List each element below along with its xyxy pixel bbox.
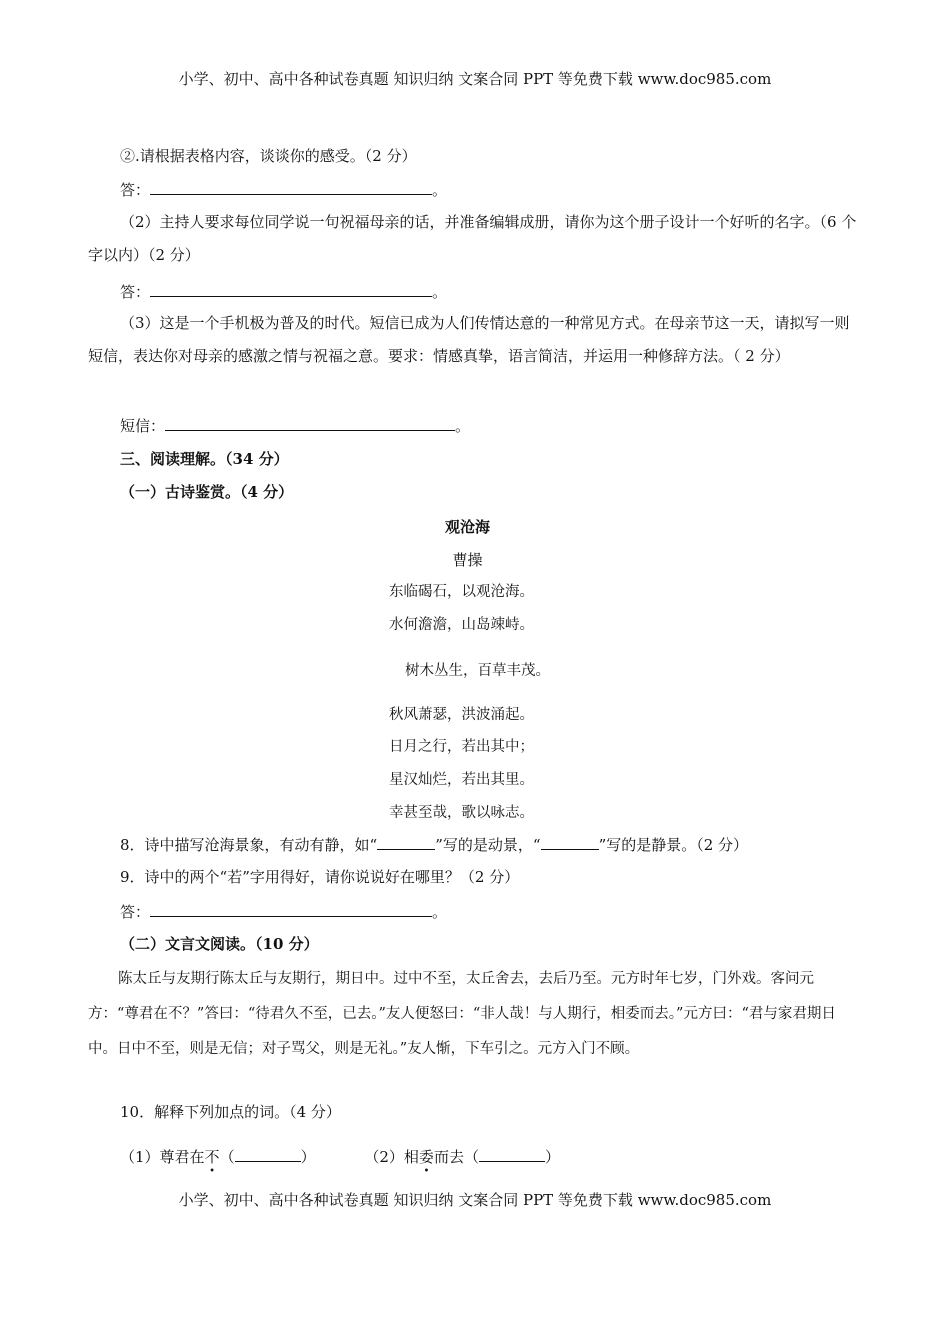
answer-label: 答： (120, 903, 151, 921)
q7-answer-1 (120, 178, 447, 201)
q10-item-2-close: ） (544, 1148, 560, 1166)
q8 (120, 833, 748, 856)
q7-sub2: （2）主持人要求每位同学说一句祝福母亲的话，并准备编辑成册，请你为这个册子设计一个好听的名字。（6 个字以内）（2 分） (88, 213, 857, 264)
sms-label: 短信： (120, 417, 166, 435)
poem-title: 观沧海 (444, 518, 490, 536)
q7-sub1-2: ②.请根据表格内容，谈谈你的感受。（2 分） (120, 147, 417, 165)
part2-title: （二）文言文阅读。（10 分） (120, 935, 319, 953)
q10-blank-1[interactable] (235, 1145, 301, 1162)
q8-blank-1[interactable] (377, 833, 435, 850)
end-mark: 。 (432, 283, 448, 301)
dotted-word: 不 (204, 1148, 220, 1166)
q8-text-a: 8．诗中描写沧海景象，有动有静，如“ (120, 836, 378, 854)
end-mark: 。 (432, 181, 448, 199)
q8-text-b: ”写的是动景，“ (435, 836, 541, 854)
q10-blank-2[interactable] (479, 1145, 545, 1162)
q9-answer (120, 900, 447, 923)
q10-item-2 (364, 1148, 560, 1166)
poem-line: 秋风萧瑟，洪波涌起。 (389, 707, 534, 723)
q7-sub3: （3）这是一个手机极为普及的时代。短信已成为人们传情达意的一种常见方式。在母亲节这一天，请拟写一则短信，表达你对母亲的感激之情与祝福之意。要求：情感真挚，语言简洁，并运用一种修辞方法。（ 2 分） (88, 314, 850, 365)
q10-item-1-close: ） (300, 1148, 316, 1166)
poem-author: 曹操 (452, 551, 483, 569)
q10-item-2-post: 而去（ (433, 1148, 479, 1166)
q10-item-2-pre: （2）相 (364, 1148, 419, 1166)
page-footer: 小学、初中、高中各种试卷真题 知识归纳 文案合同 PPT 等免费下载 www.doc985.com (178, 1191, 772, 1209)
answer-line[interactable] (150, 178, 432, 195)
q10-item-1-pre: （1）尊君在 (120, 1148, 205, 1166)
classical-passage: 陈太丘与友期行陈太丘与友期行，期日中。过中不至，太丘舍去，去后乃至。元方时年七岁，门外戏。客问元方：“尊君在不？”答曰：“待君久不至，已去。”友人便怒曰：“非人哉！与人期行，相委而去。”元方曰：“君与家君期日中。日中不至，则是无信；对子骂父，则是无礼。”友人惭，下车引之。元方入门不顾。 (88, 971, 836, 1057)
q10: 10．解释下列加点的词。（4 分） (120, 1103, 341, 1121)
answer-line[interactable] (150, 280, 432, 297)
sms-line[interactable] (165, 414, 455, 431)
q8-blank-2[interactable] (541, 833, 599, 850)
poem-line: 东临碣石，以观沧海。 (389, 584, 534, 600)
poem-line: 日月之行，若出其中； (389, 739, 534, 755)
section3-title: 三、阅读理解。（34 分） (120, 450, 289, 468)
page-header: 小学、初中、高中各种试卷真题 知识归纳 文案合同 PPT 等免费下载 www.doc985.com (178, 70, 772, 88)
q7-answer-2 (120, 280, 447, 303)
q7-sms (120, 414, 470, 437)
answer-line[interactable] (150, 900, 432, 917)
answer-label: 答： (120, 181, 151, 199)
part1-title: （一）古诗鉴赏。（4 分） (120, 483, 294, 501)
answer-label: 答： (120, 283, 151, 301)
poem-line: 树木丛生，百草丰茂。 (405, 663, 550, 679)
poem-line: 水何澹澹，山岛竦峙。 (389, 617, 534, 633)
end-mark: 。 (432, 903, 448, 921)
q9: 9．诗中的两个“若”字用得好，请你说说好在哪里？（2 分） (120, 868, 520, 886)
q10-items (120, 1145, 560, 1168)
q10-item-1-post: （ (219, 1148, 235, 1166)
dotted-word: 委 (418, 1148, 434, 1166)
end-mark: 。 (455, 417, 471, 435)
q8-text-c: ”写的是静景。（2 分） (598, 836, 749, 854)
poem-line: 星汉灿烂，若出其里。 (389, 772, 534, 788)
poem-line: 幸甚至哉，歌以咏志。 (389, 805, 534, 821)
q10-item-1 (120, 1148, 320, 1166)
